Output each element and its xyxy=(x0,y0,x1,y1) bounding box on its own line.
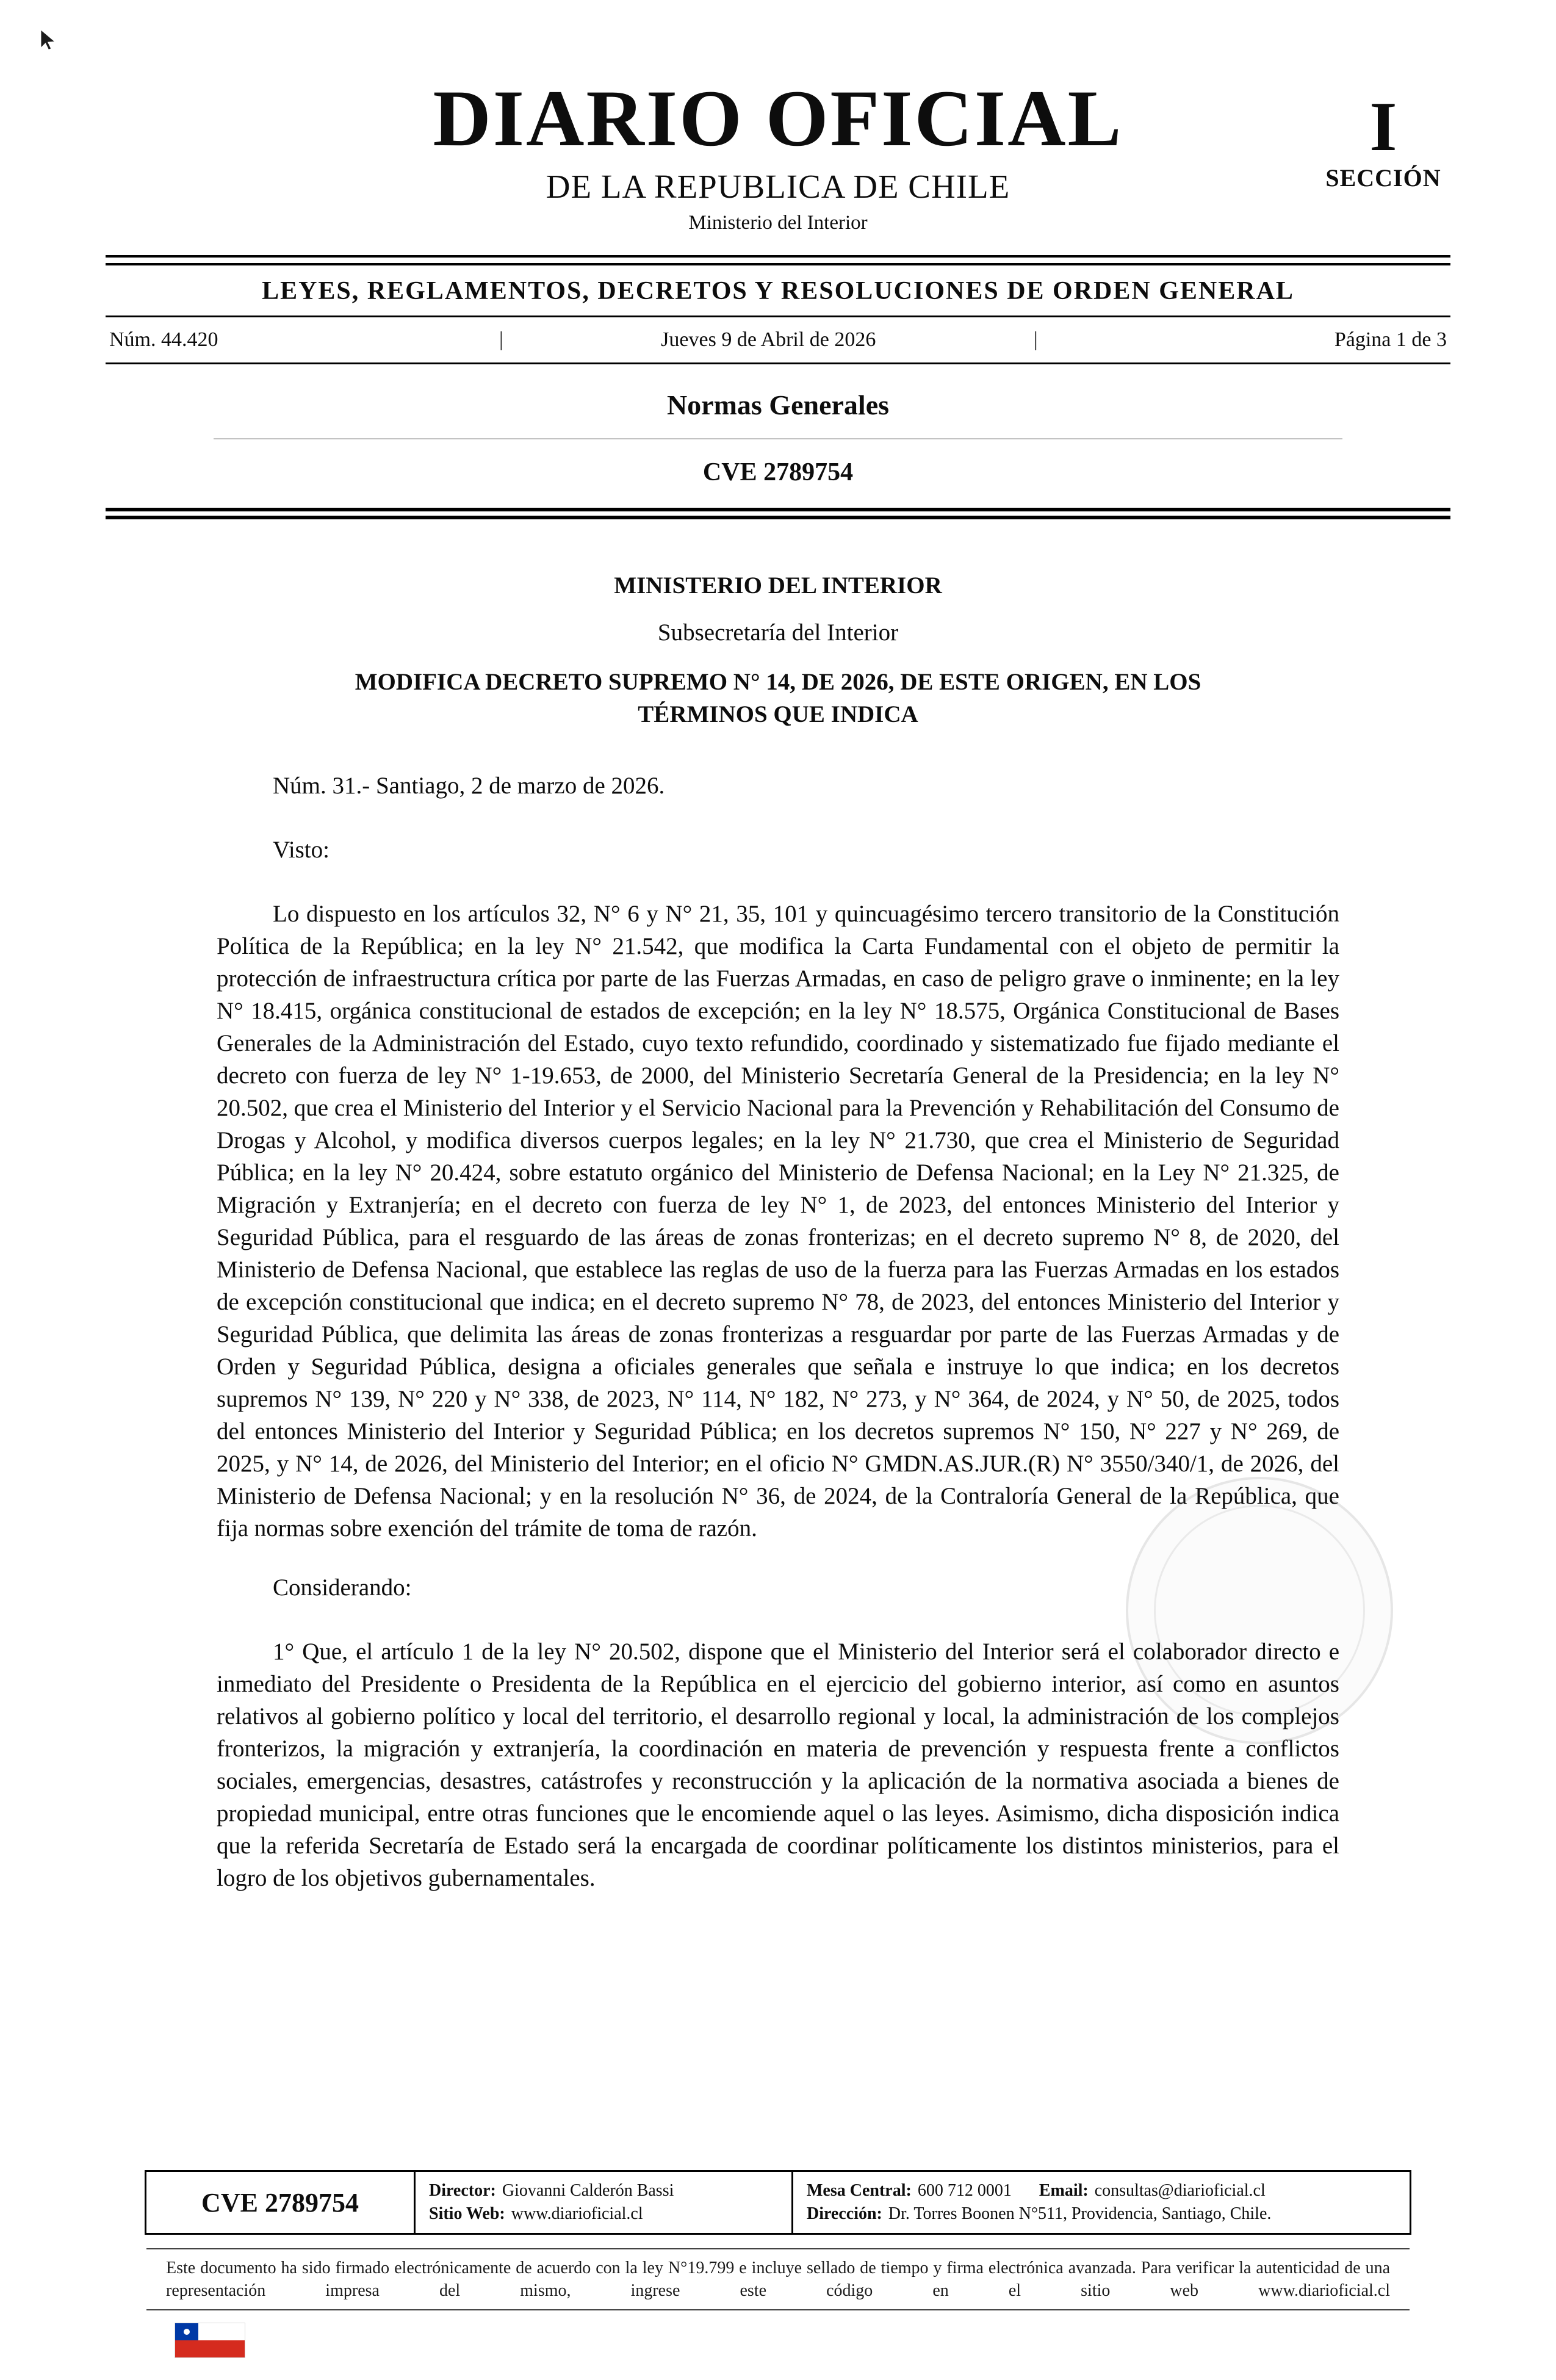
header-band xyxy=(106,255,1450,519)
masthead xyxy=(0,0,1556,234)
separator-pipe: | xyxy=(1033,328,1038,351)
address-label: Dirección: xyxy=(807,2204,882,2223)
footer-director-line xyxy=(429,2179,778,2202)
visto-paragraph: Lo dispuesto en los artículos 32, N° 6 y N° 21, 35, 101 y quincuagésimo tercero transitorio de la Constitución Política de la República; en la ley N° 21.542, que modifica la Carta Fundamental con el objeto de permitir la protección de infraestructura crítica por parte de las Fuerzas Armadas, en caso de peligro grave o inminente; en la ley N° 18.415, orgánica constitucional de estados de excepción; en la ley N° 18.575, Orgánica Constitucional de Bases Generales de la Administración del Estado, cuyo texto refundido, coordinado y sistematizado fue fijado mediante el decreto con fuerza de ley N° 1-19.653, de 2000, del Ministerio Secretaría General de la Presidencia; en la ley N° 20.502, que crea el Ministerio del Interior y el Servicio Nacional para la Prevención y Rehabilitación del Consumo de Drogas y Alcohol, y modifica diversos cuerpos legales; en la ley N° 21.730, que crea el Ministerio de Seguridad Pública; en la ley N° 20.424, sobre estatuto orgánico del Ministerio de Defensa Nacional; en la Ley N° 21.325, de Migración y Extranjería; en el decreto con fuerza de ley N° 1, de 2023, del entonces Ministerio del Interior y Seguridad Pública, para el resguardo de las áreas de zonas fronterizas; en el decreto supremo N° 8, de 2020, del Ministerio de Defensa Nacional, que establece las reglas de uso de la fuerza para las Fuerzas Armadas en los estados de excepción constitucional que indica; en el decreto supremo N° 78, de 2023, del entonces Ministerio del Interior y Seguridad Pública, que delimita las áreas de zonas fronterizas a resguardar por parte de las Fuerzas Armadas y de Orden y Seguridad Pública, designa a oficiales generales que señala e instruye lo que indica; en los decretos supremos N° 139, N° 220 y N° 338, de 2023, N° 114, N° 182, N° 273, y N° 364, de 2024, y N° 50, de 2025, todos del entonces Ministerio del Interior y Seguridad Pública; en los decretos supremos N° 150, N° 227 y N° 269, de 2025, y N° 14, de 2026, del Ministerio del Interior; en el oficio N° GMDN.AS.JUR.(R) N° 3550/340/1, de 2026, del Ministerio de Defensa Nacional; y en la resolución N° 36, de 2024, de la Contraloría General de la República, que fija normas sobre exención del trámite de toma de razón. xyxy=(217,901,1339,1542)
footer-cve-code: CVE 2789754 xyxy=(146,2172,416,2233)
divider-heavy xyxy=(106,508,1450,519)
issue-date: Jueves 9 de Abril de 2026 xyxy=(661,328,876,351)
considerando-label: Considerando: xyxy=(273,1574,412,1601)
decree-title-line-1: MODIFICA DECRETO SUPREMO N° 14, DE 2026, DE ESTE ORIGEN, EN LOS xyxy=(355,669,1201,695)
chile-flag-white-field xyxy=(198,2323,245,2340)
gazette-ministry-line: Ministerio del Interior xyxy=(688,212,868,234)
divider xyxy=(106,362,1450,364)
legal-notice: Este documento ha sido firmado electrónicamente de acuerdo con la ley N°19.799 e incluye sellado de tiempo y firma electrónica avanzada. Para verificar la autenticidad de una representación impresa del mismo, ingrese este código en el sitio web www.diarioficial.cl xyxy=(166,2259,1390,2300)
chile-flag-top-stripe xyxy=(175,2323,245,2340)
chile-flag-icon xyxy=(175,2323,245,2358)
phone-value: 600 712 0001 xyxy=(917,2181,1012,2200)
issuing-ministry: MINISTERIO DEL INTERIOR xyxy=(614,572,942,599)
section-label: SECCIÓN xyxy=(1325,164,1441,192)
director-label: Director: xyxy=(429,2181,496,2200)
footer-info-box xyxy=(145,2170,1411,2235)
issue-number: Núm. 44.420 xyxy=(109,328,218,351)
decree-number-date: Núm. 31.- Santiago, 2 de marzo de 2026. xyxy=(273,773,665,799)
email-label: Email: xyxy=(1039,2181,1089,2200)
director-name: Giovanni Calderón Bassi xyxy=(502,2181,674,2200)
page-footer xyxy=(0,2170,1556,2358)
chile-flag-canton xyxy=(175,2323,198,2340)
considerando-item-1: 1° Que, el artículo 1 de la ley N° 20.502, dispone que el Ministerio del Interior será el colaborador directo e inmediato del Presidente o Presidenta de la República en el ejercicio del gobierno interior, así como en asuntos relativos al gobierno político y local del territorio, el desarrollo regional y local, la administración de los complejos fronterizos, la migración y extranjería, la coordinación en materia de prevención y respuesta frente a conflictos sociales, emergencias, desastres, catástrofes y reconstrucción y la aplicación de la normativa asociada a bienes de propiedad municipal, entre otras funciones que le encomiende aquel o las leyes. Asimismo, dicha disposición indica que la referida Secretaría de Estado será la encargada de coordinar políticamente los distintos ministerios, para el logro de los objetivos gubernamentales. xyxy=(217,1639,1339,1891)
footer-website-line xyxy=(429,2202,778,2226)
section-indicator xyxy=(1313,88,1453,192)
legal-band xyxy=(146,2248,1410,2310)
issuing-subsecretariat: Subsecretaría del Interior xyxy=(657,619,899,646)
issue-info-row xyxy=(106,317,1450,362)
website-url: www.diarioficial.cl xyxy=(511,2204,643,2223)
footer-director-column xyxy=(416,2172,793,2233)
header-banner: LEYES, REGLAMENTOS, DECRETOS Y RESOLUCIONES DE ORDEN GENERAL xyxy=(262,277,1294,305)
phone-label: Mesa Central: xyxy=(807,2181,912,2200)
chile-flag-star xyxy=(184,2329,190,2335)
decree-title-line-2: TÉRMINOS QUE INDICA xyxy=(638,701,918,727)
gazette-title: DIARIO OFICIAL xyxy=(433,73,1123,163)
cve-code-heading: CVE 2789754 xyxy=(702,458,854,486)
footer-contact-column xyxy=(793,2172,1410,2233)
website-label: Sitio Web: xyxy=(429,2204,505,2223)
separator-pipe: | xyxy=(499,328,503,351)
address-value: Dr. Torres Boonen N°511, Providencia, Santiago, Chile. xyxy=(888,2204,1272,2223)
footer-phone-email-line xyxy=(807,2179,1396,2202)
section-numeral: I xyxy=(1369,88,1397,166)
decree-title xyxy=(217,666,1339,730)
divider-light xyxy=(214,438,1342,439)
visto-label: Visto: xyxy=(273,837,330,863)
footer-address-line xyxy=(807,2202,1396,2226)
gazette-subtitle: DE LA REPUBLICA DE CHILE xyxy=(546,168,1010,205)
page-indicator: Página 1 de 3 xyxy=(1334,328,1447,351)
section-heading: Normas Generales xyxy=(666,389,890,420)
chile-flag-red-stripe xyxy=(175,2340,245,2357)
divider-double xyxy=(106,255,1450,265)
email-value: consultas@diarioficial.cl xyxy=(1094,2181,1266,2200)
seal-watermark xyxy=(1126,1477,1393,1744)
